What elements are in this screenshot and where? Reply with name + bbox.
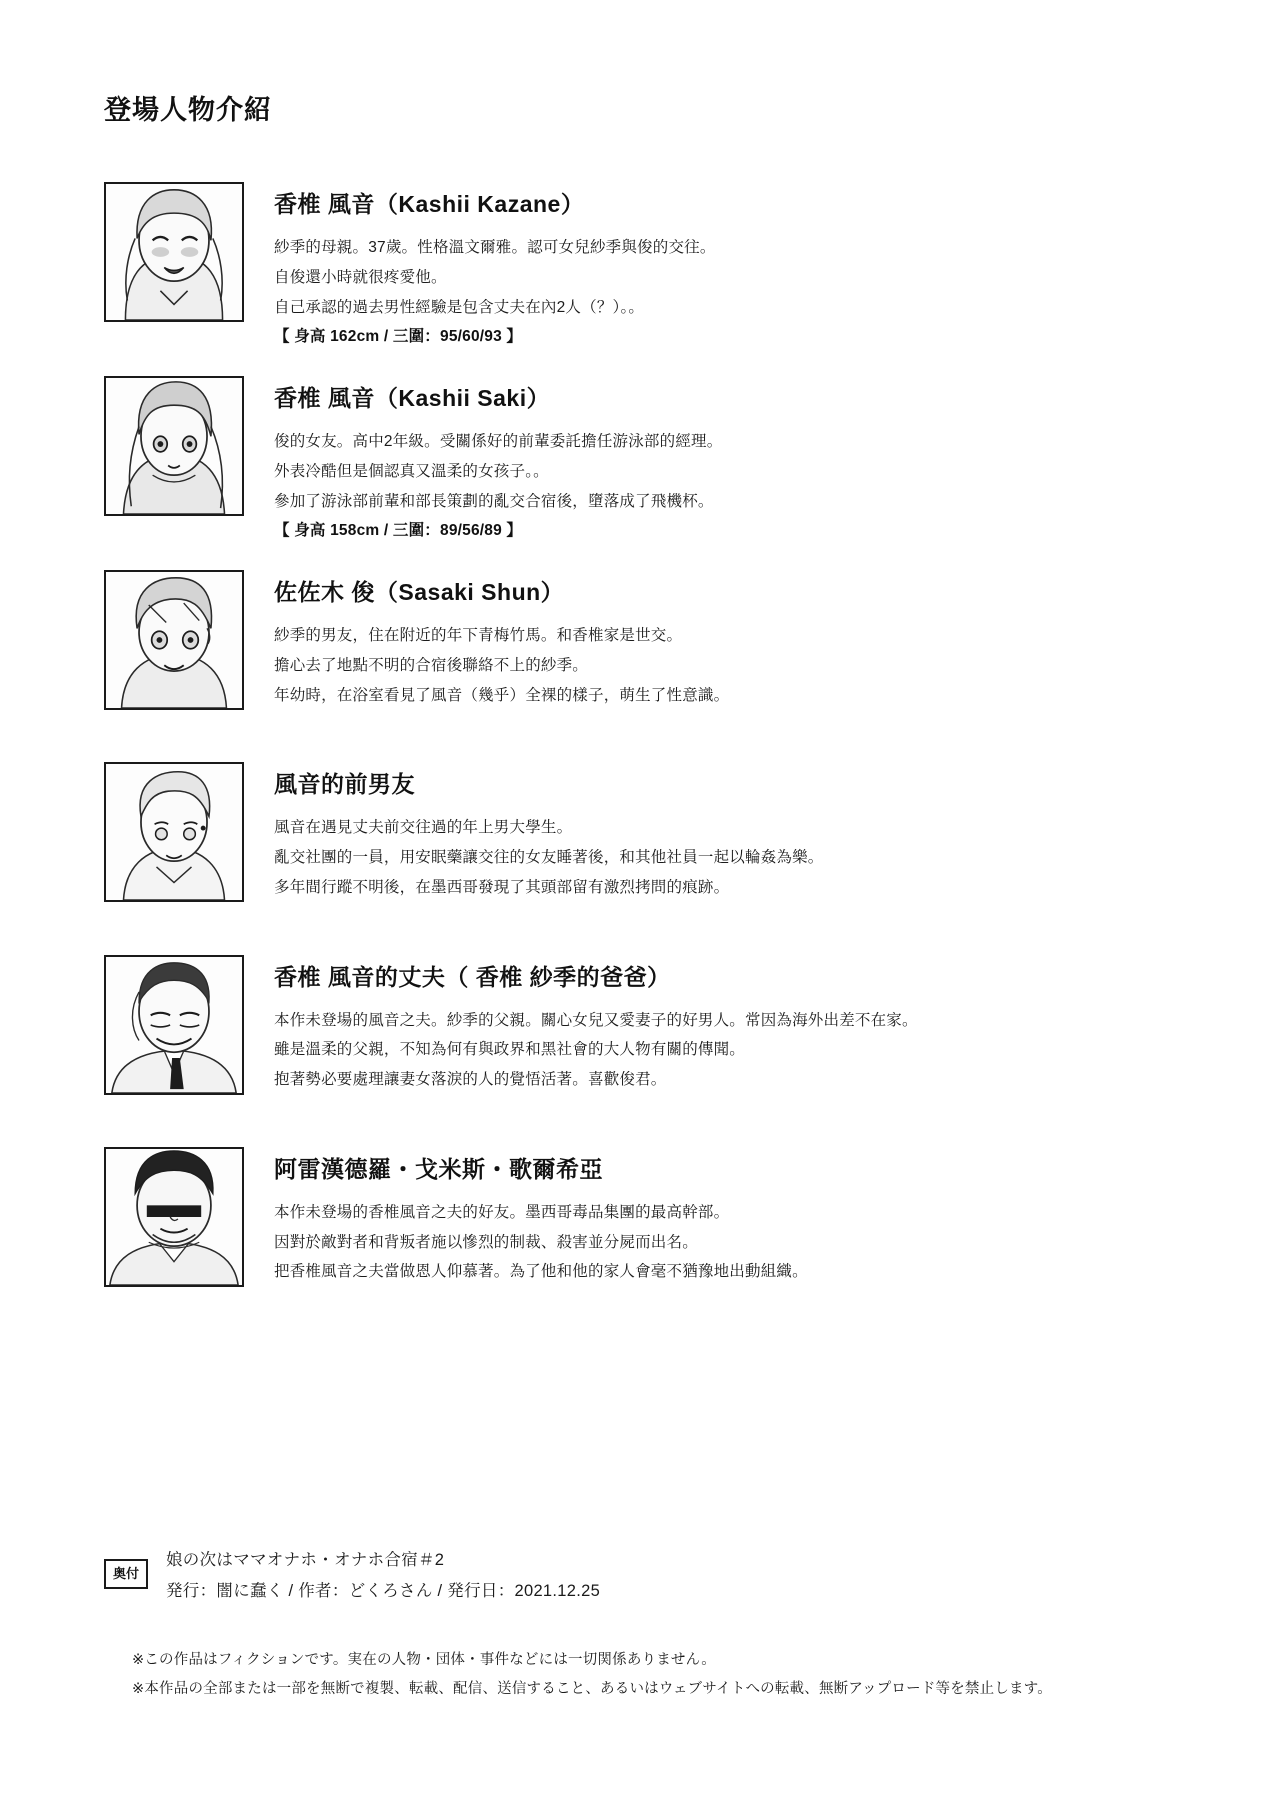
character-name: 香椎 風音（Kashii Kazane） — [274, 191, 585, 217]
character-desc-line: 亂交社團的一員，用安眠藥讓交往的女友睡著後，和其他社員一起以輪姦為樂。 — [274, 849, 824, 866]
character-text — [274, 762, 1184, 902]
portrait-kashii-kazane — [104, 182, 244, 322]
character-text — [274, 1147, 1184, 1287]
character-desc-line: 因對於敵對者和背叛者施以慘烈的制裁、殺害並分屍而出名。 — [274, 1233, 698, 1251]
colophon — [104, 1545, 1184, 1606]
note-copyright-disclaimer: ※本作品の全部または一部を無断で複製、転載、配信、送信すること、あるいはウェブサイトへの転載、無断アップロード等を禁止します。 — [132, 1681, 1052, 1697]
character-list — [104, 182, 1184, 1311]
character-desc-line: 年幼時，在浴室看見了風音（幾乎）全裸的樣子，萌生了性意識。 — [274, 686, 730, 704]
character-desc-line: 擔心去了地點不明的合宿後聯絡不上的紗季。 — [274, 656, 589, 674]
character-stats: 【 身高 158cm / 三圍：89/56/89 】 — [274, 522, 523, 540]
character-entry — [104, 1147, 1184, 1287]
character-text — [274, 376, 1184, 546]
character-desc-line: 本作未登場的風音之夫。紗季的父親。關心女兒又愛妻子的好男人。常因為海外出差不在家。 — [274, 1011, 918, 1029]
character-desc-line: 抱著勢必要處理讓妻女落淚的人的覺悟活著。喜歡俊君。 — [274, 1071, 667, 1088]
character-desc-line: 多年間行蹤不明後，在墨西哥發現了其頭部留有激烈拷問的痕跡。 — [274, 878, 730, 896]
character-desc-line: 紗季的男友，住在附近的年下青梅竹馬。和香椎家是世交。 — [274, 627, 683, 644]
portrait-kashii-saki — [104, 376, 244, 516]
character-desc-line: 把香椎風音之夫當做恩人仰慕著。為了他和他的家人會毫不猶豫地出動組織。 — [274, 1263, 808, 1281]
character-desc-line: 本作未登場的香椎風音之夫的好友。墨西哥毒品集團的最高幹部。 — [274, 1203, 730, 1221]
character-desc-line: 雖是溫柔的父親，不知為何有與政界和黑社會的大人物有關的傳聞。 — [274, 1041, 746, 1059]
portrait-sasaki-shun — [104, 570, 244, 710]
colophon-badge: 奥付 — [104, 1559, 148, 1589]
character-entry — [104, 376, 1184, 546]
character-stats: 【 身高 162cm / 三圍：95/60/93 】 — [274, 328, 523, 346]
character-desc-line: 自俊還小時就很疼愛他。 — [274, 268, 447, 286]
colophon-work-title: 娘の次はママオナホ・オナホ合宿＃2 — [166, 1551, 445, 1569]
portrait-alejandro-gomez-garcia — [104, 1147, 244, 1287]
character-entry — [104, 182, 1184, 352]
colophon-publish-info: 発行：闇に蠢く / 作者：どくろさん / 発行日：2021.12.25 — [166, 1581, 601, 1600]
character-desc-line: 風音在遇見丈夫前交往過的年上男大學生。 — [274, 819, 573, 837]
character-name: 風音的前男友 — [274, 771, 415, 798]
character-text — [274, 182, 1184, 352]
legal-notes — [132, 1646, 1192, 1704]
colophon-row — [104, 1545, 1184, 1606]
portrait-kazane-husband — [104, 955, 244, 1095]
character-entry — [104, 570, 1184, 710]
character-text — [274, 955, 1184, 1095]
character-text — [274, 570, 1184, 710]
character-desc-line: 自己承認的過去男性經驗是包含丈夫在內2人（？）。。 — [274, 298, 645, 316]
character-desc-line: 俊的女友。高中2年級。受關係好的前輩委託擔任游泳部的經理。 — [274, 433, 723, 450]
page-title: 登場人物介紹 — [104, 95, 272, 125]
character-desc-line: 紗季的母親。37歲。性格溫文爾雅。認可女兒紗季與俊的交往。 — [274, 239, 716, 256]
note-fiction-disclaimer: ※この作品はフィクションです。実在の人物・団体・事件などには一切関係ありません。 — [132, 1652, 716, 1668]
character-name: 佐佐木 俊（Sasaki Shun） — [274, 579, 565, 605]
character-name: 阿雷漢德羅・戈米斯・歌爾希亞 — [274, 1155, 603, 1182]
character-entry — [104, 762, 1184, 902]
character-name: 香椎 風音（Kashii Saki） — [274, 385, 551, 411]
character-desc-line: 外表冷酷但是個認真又溫柔的女孩子。。 — [274, 462, 549, 480]
character-desc-line: 參加了游泳部前輩和部長策劃的亂交合宿後，墮落成了飛機杯。 — [274, 492, 714, 510]
colophon-lines — [166, 1545, 600, 1606]
portrait-kazane-ex-boyfriend — [104, 762, 244, 902]
character-name: 香椎 風音的丈夫（ 香椎 紗季的爸爸） — [274, 963, 671, 990]
character-entry — [104, 955, 1184, 1095]
